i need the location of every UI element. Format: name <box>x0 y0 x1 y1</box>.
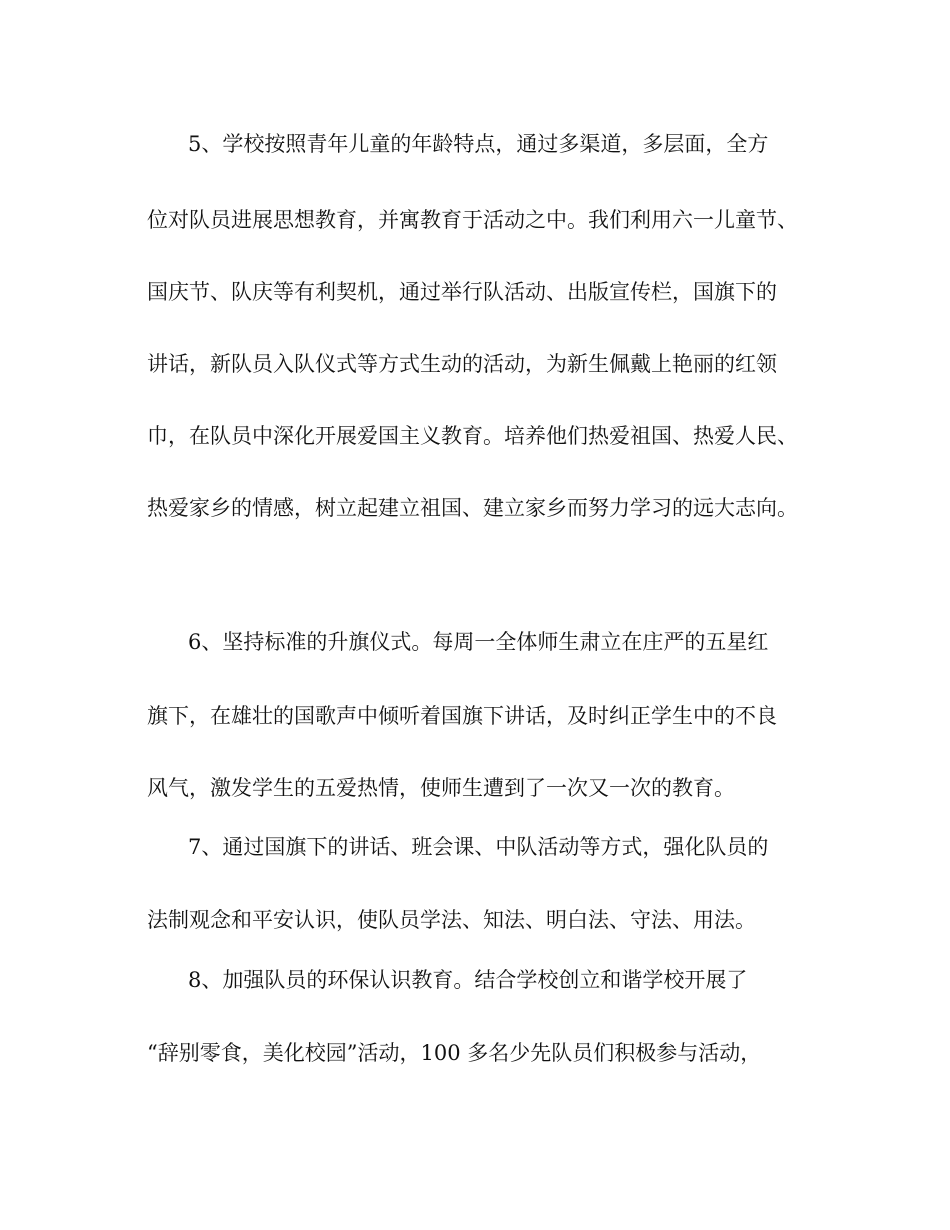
paragraph-8-line-1: 8、加强队员的环保认识教育。结合学校创立和谐学校开展了 <box>188 968 748 992</box>
paragraph-7-line-2: 法制观念和平安认识，使队员学法、知法、明白法、守法、用法。 <box>147 908 756 932</box>
paragraph-5-line-3: 国庆节、队庆等有利契机，通过举行队活动、出版宣传栏，国旗下的 <box>147 280 777 304</box>
paragraph-5-line-2: 位对队员进展思想教育，并寓教育于活动之中。我们利用六一儿童节、 <box>147 208 798 232</box>
paragraph-6-line-1: 6、坚持标准的升旗仪式。每周一全体师生肃立在庄严的五星红 <box>188 630 769 654</box>
paragraph-6-line-3: 风气，激发学生的五爱热情，使师生遭到了一次又一次的教育。 <box>147 776 735 800</box>
paragraph-7-line-1: 7、通过国旗下的讲话、班会课、中队活动等方式，强化队员的 <box>188 835 769 859</box>
paragraph-5-line-1: 5、学校按照青年儿童的年龄特点，通过多渠道，多层面，全方 <box>188 132 769 156</box>
paragraph-5-line-5: 巾，在队员中深化开展爱国主义教育。培养他们热爱祖国、热爱人民、 <box>147 424 798 448</box>
paragraph-8-line-2: “辞别零食，美化校园”活动，100 多名少先队员们积极参与活动， <box>147 1041 762 1065</box>
paragraph-5-line-6: 热爱家乡的情感，树立起建立祖国、建立家乡而努力学习的远大志向。 <box>147 496 798 520</box>
paragraph-5-line-4: 讲话，新队员入队仪式等方式生动的活动，为新生佩戴上艳丽的红领 <box>147 352 777 376</box>
paragraph-6-line-2: 旗下，在雄壮的国歌声中倾听着国旗下讲话，及时纠正学生中的不良 <box>147 704 777 728</box>
